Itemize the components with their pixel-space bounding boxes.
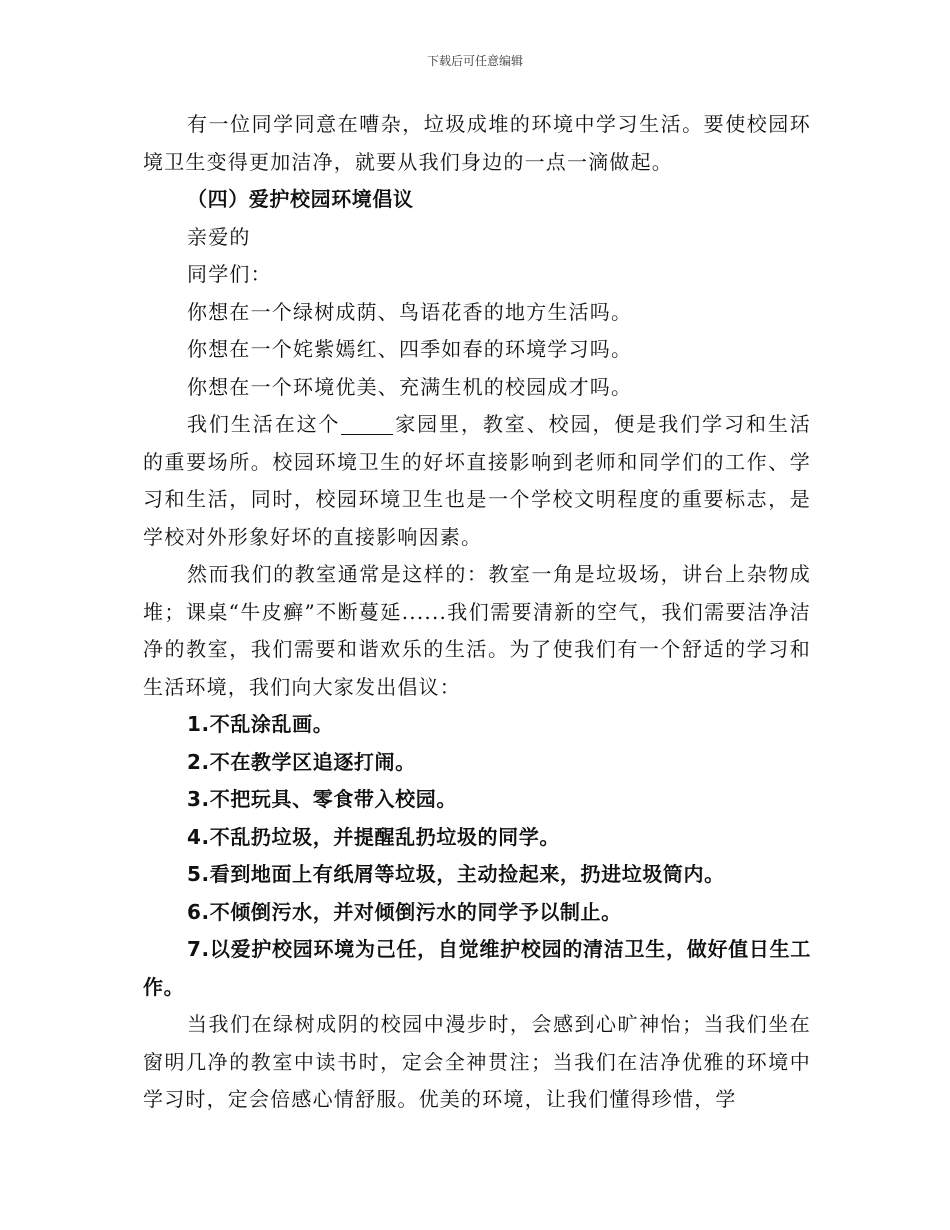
paragraph-text-before-blank: 我们生活在这个 (187, 412, 341, 436)
salutation-line-1: 亲爱的 (187, 224, 251, 249)
question-3: 你想在一个环境优美、充满生机的校园成才吗。 (187, 374, 633, 399)
section-heading: （四）爱护校园环境倡议 (187, 187, 414, 211)
paragraph-intro: 有一位同学同意在嘈杂，垃圾成堆的环境中学习生活。要使校园环境卫生变得更加洁净，就要从我们身边的一点一滴做起。 (143, 112, 811, 174)
proposal-item-2: 2.不在教学区追逐打闹。 (187, 749, 416, 774)
page-header: 下载后可任意编辑 (426, 54, 523, 68)
paragraph-school-environment (143, 406, 811, 556)
paragraph-closing: 当我们在绿树成阴的校园中漫步时，会感到心旷神怡；当我们坐在窗明几净的教室中读书时，定会全神贯注；当我们在洁净优雅的环境中学习时，定会倍感心情舒服。优美的环境，让我们懂得珍惜，学 (143, 1012, 811, 1111)
paragraph-text-after-blank: 家园里，教室、校园，便是我们学习和生活的重要场所。校园环境卫生的好坏直接影响到老师和同学们的工作、学习和生活，同时，校园环境卫生也是一个学校文明程度的重要标志，是学校对外形象好坏的直接影响因素。 (143, 412, 811, 549)
salutation-line-2: 同学们： (187, 262, 272, 286)
proposal-item-4: 4.不乱扔垃圾，并提醒乱扔垃圾的同学。 (187, 824, 560, 849)
proposal-item-1: 1.不乱涂乱画。 (187, 712, 334, 736)
question-2: 你想在一个姹紫嫣红、四季如春的环境学习吗。 (187, 337, 633, 361)
proposal-item-6: 6.不倾倒污水，并对倾倒污水的同学予以制止。 (187, 899, 622, 924)
proposal-item-5: 5.看到地面上有纸屑等垃圾，主动捡起来，扔进垃圾筒内。 (187, 862, 725, 886)
proposal-item-3: 3.不把玩具、零食带入校园。 (187, 787, 457, 811)
proposal-item-7: 7.以爱护校园环境为己任，自觉维护校园的清洁卫生，做好值日生工作。 (143, 937, 811, 999)
fill-in-blank (341, 433, 393, 435)
document-body (143, 106, 811, 1119)
paragraph-classroom: 然而我们的教室通常是这样的：教室一角是垃圾场，讲台上杂物成堆；课桌“牛皮癣”不断蔓延......我们需要清新的空气，我们需要洁净洁净的教室，我们需要和谐欢乐的生活。为了使我们有一个舒适的学习和生活环境，我们向大家发出倡议： (143, 562, 811, 699)
question-1: 你想在一个绿树成荫、鸟语花香的地方生活吗。 (187, 299, 633, 324)
